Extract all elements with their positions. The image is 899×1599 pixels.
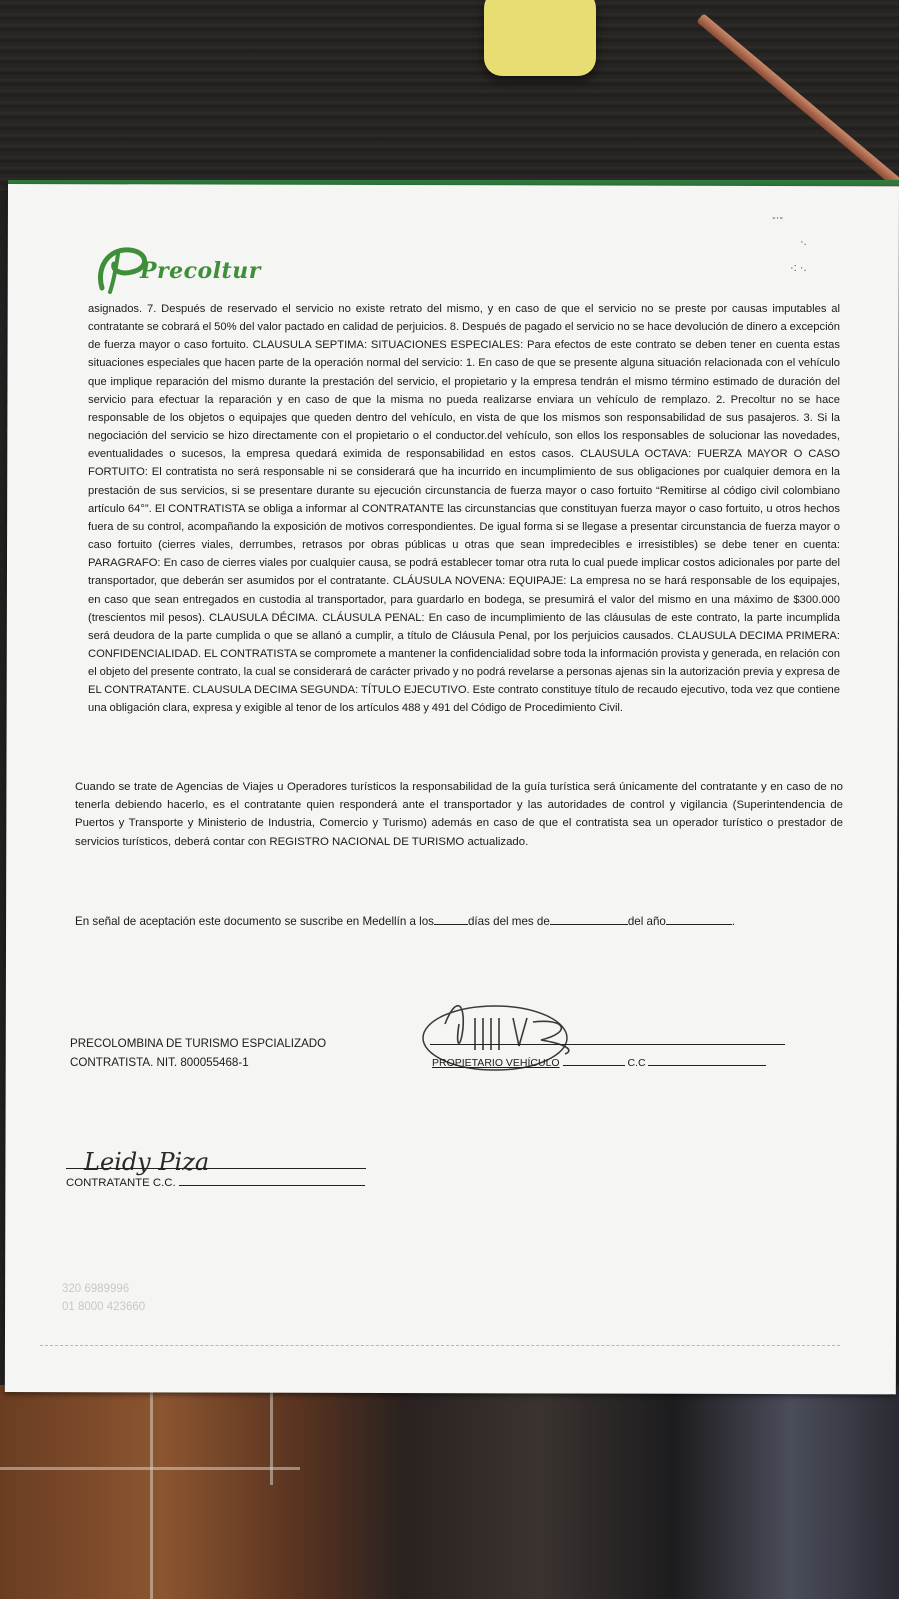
footer-phone-1: 320 6989996 — [62, 1283, 130, 1295]
owner-label-row — [432, 1055, 766, 1069]
tile-grout — [270, 1385, 273, 1485]
owner-label: PROPIETARIO VEHÍCULO — [432, 1057, 560, 1069]
table-surface-top — [0, 0, 899, 190]
paper-mark: ·. — [800, 236, 807, 248]
client-signature-text: Leidy Piza — [84, 1148, 210, 1176]
footer-phone-2: 01 8000 423660 — [62, 1301, 146, 1313]
paper-mark: -·- — [772, 212, 783, 224]
owner-cc-blank-2[interactable] — [648, 1055, 766, 1066]
contratante-cc-blank[interactable] — [179, 1175, 365, 1186]
acceptance-line — [75, 912, 835, 928]
tile-grout — [150, 1385, 153, 1599]
footer-divider — [40, 1345, 840, 1346]
eraser — [484, 0, 596, 76]
year-blank[interactable] — [666, 912, 732, 925]
owner-cc-blank-1 — [563, 1055, 625, 1066]
floor-background — [0, 1385, 899, 1599]
day-blank[interactable] — [434, 912, 468, 925]
client-signature-line — [66, 1168, 366, 1169]
paper-mark: ·: ·. — [790, 262, 807, 274]
acceptance-text-3: del año — [627, 915, 666, 928]
tourism-responsibility-paragraph: Cuando se trate de Agencias de Viajes u Operadores turísticos la responsabilidad de la guía turística será únicamente del contratante y en caso de no tenerla debiendo hacerlo, es el contratante quien responderá ante el transportador y las autoridades de control y vigilancia (Superintendencia de Puertos y Transporte y Ministerio de Industria, Comercio y Turismo) además en caso de que el contratista sea un operador turístico o prestador de servicios turísticos, deberá contar con REGISTRO NACIONAL DE TURISMO actualizado. — [75, 781, 843, 848]
acceptance-text-2: días del mes de — [467, 915, 550, 928]
month-blank[interactable] — [550, 912, 628, 925]
contract-clauses: asignados. 7. Después de reservado el servicio no existe retrato del mismo, y en caso de que el servicio no se preste por causas imputables al contratante se cobrará el 50% del valor pactado en calidad de perjuicios. 8. Después de pagado el servicio no se hace devolución de dinero a excepción de fuerza mayor o caso fortuito. CLAUSULA SEPTIMA: SITUACIONES ESPECIALES: Para efectos de este contrato se deben tener en cuenta estas situaciones especiales que hacen parte de la operación normal del servicio: 1. En caso de que se presente alguna situación relacionada con el vehículo que implique reparación del mismo durante la prestación del servicio, el propietario y la empresa tendrán el mismo término estimado de duración del servicio para efectuar la reparación y en caso de que la misma no pueda realizarse enviara un vehículo de remplazo. 2. Precoltur no se hace responsable de los objetos o equipajes que queden dentro del vehículo, en vista de que los mismos son responsabilidad de sus pasajeros. 3. Si la negociación del servicio se hizo directamente con el propietario o el conductor.del vehículo, son ellos los responsables de solucionar las novedades, eventualidades o sucesos, la empresa quedará eximida de responsabilidad en estos casos. CLAUSULA OCTAVA: FUERZA MAYOR O CASO FORTUITO: El contratista no será responsable ni se considerará que ha incurrido en incumplimiento de sus obligaciones por cualquier demora en la prestación de sus servicios, si se presentare durante su ejecución circunstancia de fuerza mayor o caso fortuito “Remitirse al código civil colombiano artículo 64°”. El CONTRATISTA se obliga a informar al CONTRATANTE las circunstancias que constituyan fuerza mayor o caso fortuito, u otros hechos fuera de su control, acompañando la exposición de motivos correspondientes. De igual forma si se llegase a presentar circunstancia de fuerza mayor o caso fortuito (cierres viales, derrumbes, retrasos por obras públicas u otras que sean impredecibles e irresistibles) se debe tener en cuenta: PARAGRAFO: En caso de cierres viales por cualquier causa, se podrá establecer tomar otra ruta lo cual puede implicar costos adicionales por parte del transportador, que deberán ser asumidos por el contratante. CLÁUSULA NOVENA: EQUIPAJE: La empresa no se hará responsable de los equipajes, en caso que sean entregados en custodia al transportador, para guardarlo en bodega, se presumirá el valor del mismo en una máximo de $300.000 (trescientos mil pesos). CLAUSULA DÉCIMA. CLÁUSULA PENAL: En caso de incumplimiento de las cláusulas de este contrato, la parte incumplida será deudora de la parte cumplida o que se allanó a cumplir, a título de Cláusula Penal, por los perjuicios causados. CLAUSULA DECIMA PRIMERA: CONFIDENCIALIDAD. EL CONTRATISTA se compromete a mantener la confidencialidad sobre toda la información provista y generada, en relación con el objeto del presente contrato, la cual se considerará de carácter privado y no podrá revelarse a personas ajenas sin la autorización previa y expresa de EL CONTRATANTE. CLAUSULA DECIMA SEGUNDA: TÍTULO EJECUTIVO. Este contrato constituye título de recaudo ejecutivo, toda vez que contiene una obligación clara, expresa y exigible al tenor de los artículos 488 y 491 del Código de Procedimiento Civil. — [88, 303, 840, 715]
client-signature — [66, 1142, 266, 1178]
acceptance-end: . — [731, 915, 736, 928]
contratante-label: CONTRATANTE C.C. — [66, 1177, 176, 1189]
logo-text: Precoltur — [140, 258, 261, 284]
acceptance-text-1: En señal de aceptación este documento se suscribe en Medellín a los — [75, 915, 434, 928]
company-name: PRECOLOMBINA DE TURISMO ESPCIALIZADO — [70, 1037, 327, 1050]
owner-cc-label: C.C — [627, 1057, 646, 1069]
contratante-row — [66, 1175, 365, 1189]
company-nit: CONTRATISTA. NIT. 800055468-1 — [70, 1056, 249, 1069]
owner-signature-line — [430, 1044, 785, 1045]
